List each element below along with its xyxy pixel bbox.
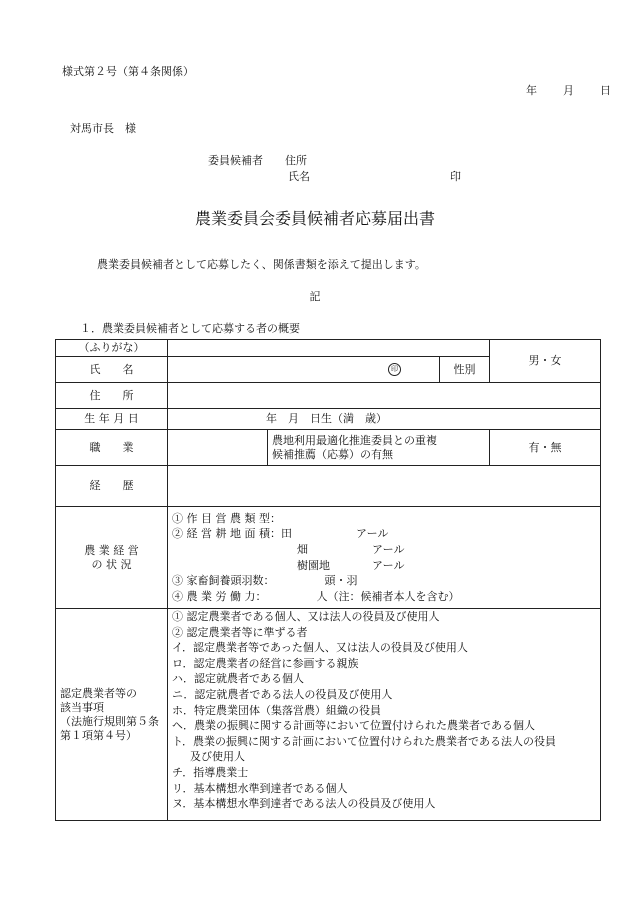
page-title: 農業委員会委員候補者応募届出書 (194, 209, 435, 228)
cert-item: ロ．認定農業者の経営に参画する親族 (172, 656, 359, 670)
furigana-field[interactable] (168, 340, 490, 357)
occupation-field[interactable] (168, 430, 268, 466)
cert-label-2: 該当事項 (60, 700, 104, 714)
addressee: 対馬市長 様 (70, 122, 136, 135)
farm-label-1: 農 業 経 営 (84, 543, 139, 557)
career-field[interactable] (168, 466, 601, 507)
date-month: 月 (563, 84, 574, 97)
cert-label-3: （法施行規則第５条 (60, 714, 159, 728)
gender-label: 性別 (440, 357, 490, 383)
farm-line-crop: ① 作 目 営 農 類 型： (172, 511, 281, 525)
date-year: 年 (526, 84, 537, 97)
career-label: 経 歴 (56, 466, 168, 507)
farm-line-rice (168, 526, 600, 542)
cert-item: ニ．認定就農者である法人の役員及び使用人 (172, 687, 393, 701)
address-row-label: 住 所 (56, 383, 168, 409)
occupation-label: 職 業 (56, 430, 168, 466)
farm-status-details (168, 507, 601, 609)
farm-orchard-label: 樹園地 (297, 558, 330, 572)
farm-livestock-label: ③ 家畜飼養頭羽数： (172, 574, 275, 588)
section-heading: １．農業委員候補者として応募する者の概要 (80, 322, 300, 335)
cert-item: ヘ．農業の振興に関する計画等において位置付けられた農業者である個人 (172, 719, 535, 733)
form-number: 様式第２号（第４条関係） (62, 65, 194, 78)
farm-rice-unit: アール (355, 527, 389, 541)
farm-line-livestock (168, 573, 600, 589)
cert-item: ② 認定農業者等に準ずる者 (172, 625, 308, 639)
name-field[interactable] (168, 357, 440, 383)
farm-rice-label: ② 経 営 耕 地 面 積：田 (172, 527, 292, 541)
seal-circle-icon: 印 (388, 363, 401, 376)
farm-livestock-unit: 頭・羽 (324, 574, 358, 588)
certified-items (168, 609, 601, 821)
address-field[interactable] (168, 383, 601, 409)
cert-item: イ．認定農業者等であった個人、又は法人の役員及び使用人 (172, 641, 468, 655)
gender-options: 男・女 (490, 340, 601, 383)
name-label: 氏名 (288, 170, 310, 183)
cert-item: ト．農業の振興に関する計画において位置付けられた農業者である法人の役員 (172, 734, 557, 748)
farm-label-2: の 状 況 (91, 557, 132, 571)
cert-item: リ．基本構想水準到達者である個人 (172, 781, 348, 795)
applicant-name-line (288, 170, 461, 184)
seal-mark: 印 (450, 170, 461, 183)
farm-labor-label: ④ 農 業 労 働 力： (172, 589, 267, 603)
cert-label-1: 認定農業者等の (60, 686, 137, 700)
ki-mark: 記 (309, 290, 321, 303)
farm-status-label (56, 507, 168, 609)
farm-labor-unit: 人（注：候補者本人を含む） (316, 589, 460, 603)
cert-item: ヌ．基本構想水準到達者である法人の役員及び使用人 (172, 797, 436, 811)
cert-item: ① 認定農業者である個人、又は法人の役員及び使用人 (172, 610, 440, 623)
name-row-label: 氏 名 (56, 357, 168, 383)
overlap-options: 有・無 (490, 430, 601, 466)
certified-label (56, 609, 168, 821)
cert-label-4: 第１項第４号） (60, 728, 137, 742)
overlap-line-2: 候補推薦（応募）の有無 (272, 447, 393, 461)
address-label: 住所 (285, 154, 307, 167)
birthdate-value: 年 月 日生（満 歳） (168, 409, 601, 430)
applicant-address-line (208, 154, 307, 168)
date-day: 日 (600, 84, 611, 97)
overlap-line-1: 農地利用最適化推進委員との重複 (272, 433, 437, 447)
cert-item: ハ．認定就農者である個人 (172, 672, 304, 686)
cert-item: ホ．特定農業団体（集落営農）組織の役員 (172, 703, 381, 717)
overlap-question (268, 430, 490, 466)
applicant-label: 委員候補者 (208, 154, 263, 167)
furigana-label: （ふりがな） (56, 340, 168, 357)
farm-field-unit: アール (372, 542, 405, 556)
farm-line-field (168, 542, 600, 558)
farm-orchard-unit: アール (372, 558, 405, 572)
farm-line-orchard (168, 558, 600, 574)
cert-item: チ．指導農業士 (172, 765, 249, 779)
intro-text: 農業委員候補者として応募したく、関係書類を添えて提出します。 (97, 258, 426, 271)
birthdate-label: 生 年 月 日 (56, 409, 168, 430)
cert-item-continued: 及び使用人 (190, 750, 245, 764)
farm-line-labor (168, 589, 600, 605)
date-line (526, 84, 611, 98)
applicant-table (55, 339, 601, 821)
farm-field-label: 畑 (297, 542, 308, 556)
